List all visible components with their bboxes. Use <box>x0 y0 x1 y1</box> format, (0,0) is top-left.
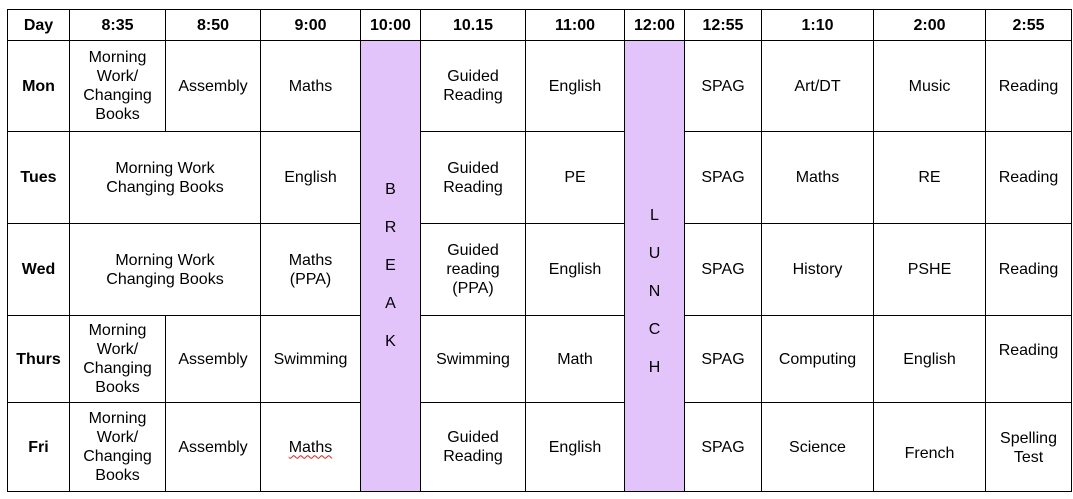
lesson-cell: PE <box>526 132 625 224</box>
lunch-letter: H <box>648 359 661 376</box>
break-letter: B <box>385 181 396 198</box>
lesson-cell: Swimming <box>421 316 526 403</box>
spellcheck-word: Maths <box>288 438 333 456</box>
lesson-cell: Music <box>874 41 986 132</box>
lesson-cell: Maths <box>261 41 361 132</box>
timetable <box>7 9 1072 492</box>
lesson-cell: SPAG <box>685 316 762 403</box>
lesson-cell <box>261 403 361 492</box>
break-label <box>364 171 417 361</box>
lesson-cell: Morning Work/ Changing Books <box>70 316 166 403</box>
lesson-cell: PSHE <box>874 224 986 316</box>
table-row <box>8 132 1072 224</box>
header-time: 11:00 <box>526 10 625 41</box>
lesson-cell: Maths <box>762 132 874 224</box>
lunch-letter: N <box>648 283 661 300</box>
break-letter: K <box>385 333 396 350</box>
lesson-cell: Assembly <box>166 316 261 403</box>
lesson-cell: English <box>874 316 986 403</box>
lesson-cell: Reading <box>986 41 1072 132</box>
lunch-column <box>625 41 685 492</box>
table-row <box>8 316 1072 403</box>
lesson-cell: Guided Reading <box>421 403 526 492</box>
lunch-letter: L <box>650 207 659 224</box>
header-time: 10.15 <box>421 10 526 41</box>
header-time: 12:00 <box>625 10 685 41</box>
lesson-cell: Morning Work/ Changing Books <box>70 403 166 492</box>
day-label: Wed <box>8 224 70 316</box>
lesson-cell: Morning Work Changing Books <box>70 132 261 224</box>
lesson-cell: Math <box>526 316 625 403</box>
header-time: 2:00 <box>874 10 986 41</box>
lesson-cell: Guided Reading <box>421 41 526 132</box>
lesson-cell: Science <box>762 403 874 492</box>
lesson-cell: SPAG <box>685 403 762 492</box>
break-letter: E <box>385 257 396 274</box>
table-row <box>8 403 1072 492</box>
day-label: Fri <box>8 403 70 492</box>
table-row <box>8 224 1072 316</box>
break-letter: R <box>384 219 397 236</box>
lesson-cell: English <box>261 132 361 224</box>
day-label: Tues <box>8 132 70 224</box>
day-label: Mon <box>8 41 70 132</box>
lesson-cell: Assembly <box>166 41 261 132</box>
lesson-cell: Reading <box>986 224 1072 316</box>
day-label: Thurs <box>8 316 70 403</box>
header-time: 12:55 <box>685 10 762 41</box>
lesson-cell: Reading <box>986 132 1072 224</box>
lesson-cell: Swimming <box>261 316 361 403</box>
lesson-cell: Maths (PPA) <box>261 224 361 316</box>
header-time: 8:35 <box>70 10 166 41</box>
table-row <box>8 41 1072 132</box>
break-column <box>361 41 421 492</box>
lesson-cell: Art/DT <box>762 41 874 132</box>
lesson-cell: History <box>762 224 874 316</box>
lesson-cell: English <box>526 224 625 316</box>
header-time: 10:00 <box>361 10 421 41</box>
lesson-cell: Assembly <box>166 403 261 492</box>
header-time: 1:10 <box>762 10 874 41</box>
lesson-cell: SPAG <box>685 132 762 224</box>
lunch-letter: U <box>648 245 661 262</box>
lesson-cell: SPAG <box>685 41 762 132</box>
lesson-cell: Morning Work Changing Books <box>70 224 261 316</box>
header-time: 2:55 <box>986 10 1072 41</box>
lunch-label <box>628 197 681 387</box>
break-letter: A <box>385 295 396 312</box>
lesson-cell: Guided reading (PPA) <box>421 224 526 316</box>
lesson-cell: Reading <box>986 316 1072 403</box>
lunch-letter: C <box>648 321 661 338</box>
lesson-cell: English <box>526 41 625 132</box>
header-day: Day <box>8 10 70 41</box>
header-time: 8:50 <box>166 10 261 41</box>
lesson-cell: Morning Work/ Changing Books <box>70 41 166 132</box>
lesson-cell: RE <box>874 132 986 224</box>
lesson-cell: Computing <box>762 316 874 403</box>
lesson-cell: Spelling Test <box>986 403 1072 492</box>
lesson-cell: Guided Reading <box>421 132 526 224</box>
header-row <box>8 10 1072 41</box>
lesson-cell: French <box>874 403 986 492</box>
lesson-cell: English <box>526 403 625 492</box>
lesson-cell: SPAG <box>685 224 762 316</box>
header-time: 9:00 <box>261 10 361 41</box>
